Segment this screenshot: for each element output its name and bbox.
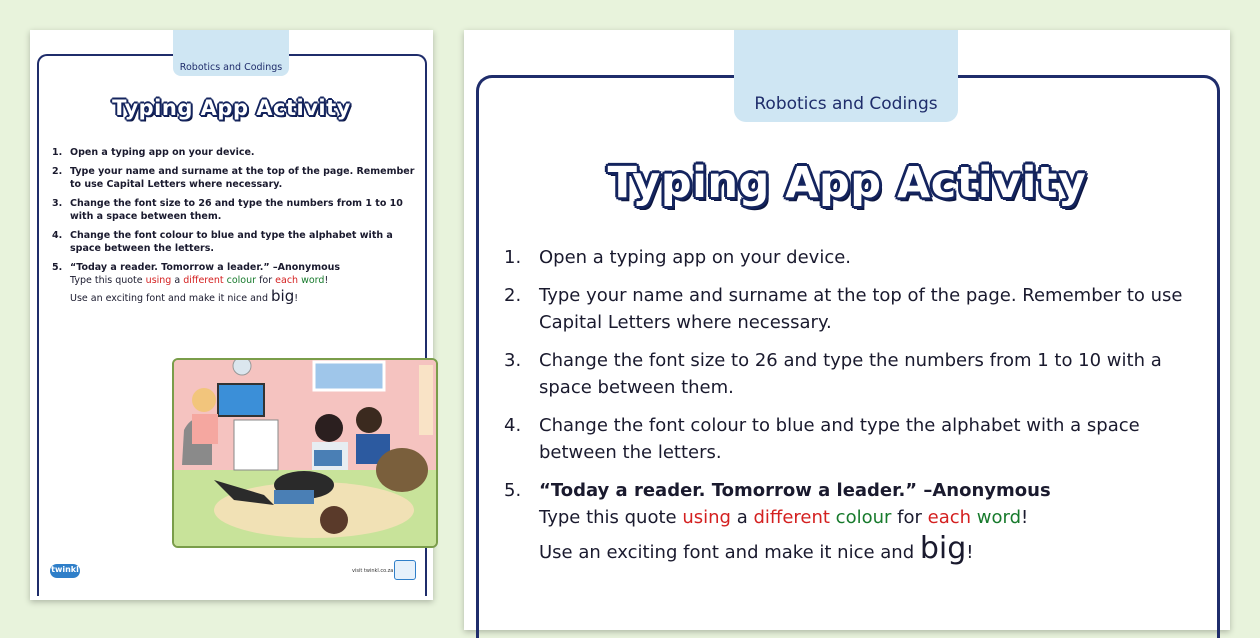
list-item: 3. Change the font size to 26 and type the numbers from 1 to 10 with a space between them. (52, 198, 403, 222)
thumbnail-tab (173, 30, 289, 76)
thumbnail-steps (52, 146, 420, 311)
list-item: 5. “Today a reader. Tomorrow a leader.” –Anonymous Type this quote using a different colour for each word! Use an exciting font and make it nice and big! (52, 262, 341, 305)
list-item: 3. Change the font size to 26 and type the numbers from 1 to 10 with a space between them. (504, 350, 1162, 398)
illustration-svg (174, 360, 436, 546)
main-title: Typing App Activity (607, 158, 1087, 208)
thumbnail-sheet (30, 30, 433, 600)
kids-with-tablets-illustration (172, 358, 438, 548)
list-item: 2. Type your name and surname at the top of the page. Remember to use Capital Letters where necessary. (52, 166, 415, 190)
list-item: 4. Change the font colour to blue and type the alphabet with a space between the letters. (52, 230, 393, 254)
main-sheet (464, 30, 1230, 630)
quote-instruction: Type this quote using a different colour for each word! (539, 507, 1029, 528)
list-item: 2. Type your name and surname at the top of the page. Remember to use Capital Letters where necessary. (504, 285, 1183, 333)
main-steps (504, 244, 1204, 577)
main-tab (734, 30, 958, 122)
twinkl-logo: twinkl (50, 564, 80, 578)
footer-badge (394, 560, 416, 580)
quote-text: “Today a reader. Tomorrow a leader.” –Anonymous (539, 480, 1051, 501)
list-item: 1. Open a typing app on your device. (504, 247, 852, 268)
thumbnail-tab-label: Robotics and Codings (179, 62, 283, 73)
list-item: 4. Change the font colour to blue and type the alphabet with a space between the letters. (504, 415, 1140, 463)
font-instruction: Use an exciting font and make it nice and big! (539, 531, 974, 566)
thumbnail-title: Typing App Activity (112, 96, 351, 120)
main-tab-label: Robotics and Codings (754, 94, 938, 114)
list-item: 5. “Today a reader. Tomorrow a leader.” –Anonymous Type this quote using a different colour for each word! Use an exciting font and make it nice and big! (504, 477, 1204, 566)
footer-site: visit twinkl.co.za (352, 568, 394, 574)
list-item: 1. Open a typing app on your device. (52, 147, 255, 158)
